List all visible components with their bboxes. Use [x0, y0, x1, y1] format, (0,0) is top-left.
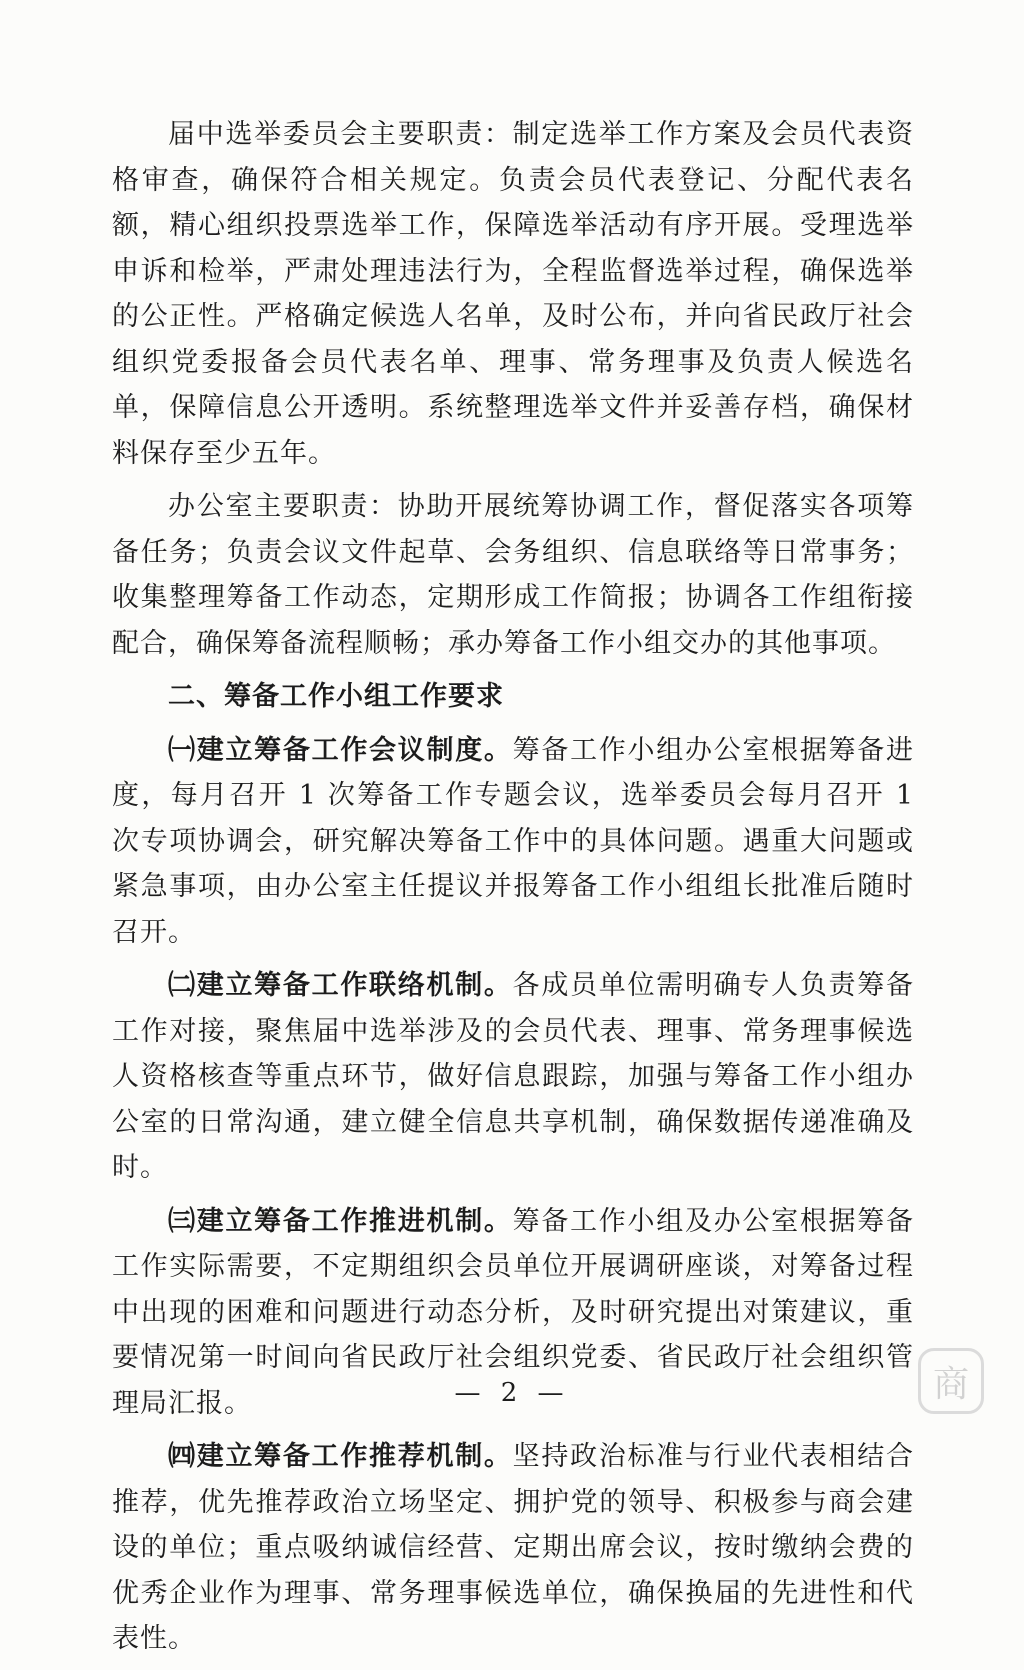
requirement-liaison-mechanism	[112, 963, 914, 1191]
requirement-lead: ㈣建立筹备工作推荐机制。	[168, 1441, 513, 1472]
requirement-text: 坚持政治标准与行业代表相结合推荐，优先推荐政治立场坚定、拥护党的领导、积极参与商会建设的单位；重点吸纳诚信经营、定期出席会议，按时缴纳会费的优秀企业作为理事、常务理事候选单位，确保换届的先进性和代表性。	[112, 1441, 915, 1654]
requirement-text: 筹备工作小组及办公室根据筹备工作实际需要，不定期组织会员单位开展调研座谈，对筹备过程中出现的困难和问题进行动态分析，及时研究提出对策建议，重要情况第一时间向省民政厅社会组织党委、省民政厅社会组织管理局汇报。	[112, 1205, 915, 1419]
paragraph-election-committee-duties	[112, 112, 914, 476]
requirement-text: 筹备工作小组办公室根据筹备进度，每月召开 1 次筹备工作专题会议，选举委员会每月召开 1 次专项协调会，研究解决筹备工作中的具体问题。遇重大问题或紧急事项，由办公室主任提议并报筹备工作小组组长批准后随时召开。	[112, 734, 915, 948]
paragraph-text: 办公室主要职责：协助开展统筹协调工作，督促落实各项筹备任务；负责会议文件起草、会务组织、信息联络等日常事务；收集整理筹备工作动态，定期形成工作简报；协调各工作组衔接配合，确保筹备流程顺畅；承办筹备工作小组交办的其他事项。	[112, 491, 914, 659]
page-number: — 2 —	[454, 1378, 570, 1408]
section-heading: 二、筹备工作小组工作要求	[168, 681, 504, 712]
watermark-logo	[918, 1348, 984, 1414]
watermark-char: 商	[932, 1363, 969, 1405]
paragraph-office-duties	[112, 484, 914, 666]
requirement-lead: ㈡建立筹备工作联络机制。	[168, 970, 513, 1001]
requirement-text: 各成员单位需明确专人负责筹备工作对接，聚焦届中选举涉及的会员代表、理事、常务理事候选人资格核查等重点环节，做好信息跟踪，加强与筹备工作小组办公室的日常沟通，建立健全信息共享机制，确保数据传递准确及时。	[112, 970, 915, 1183]
requirement-recommendation-mechanism	[112, 1434, 914, 1662]
requirement-lead: ㈢建立筹备工作推进机制。	[168, 1205, 513, 1237]
document-body	[112, 112, 914, 1670]
paragraph-text: 届中选举委员会主要职责：制定选举工作方案及会员代表资格审查，确保符合相关规定。负责会员代表登记、分配代表名额，精心组织投票选举工作，保障选举活动有序开展。受理选举申诉和检举，严肃处理违法行为，全程监督选举过程，确保选举的公正性。严格确定候选人名单，及时公布，并向省民政厅社会组织党委报备会员代表名单、理事、常务理事及负责人候选名单，保障信息公开透明。系统整理选举文件并妥善存档，确保材料保存至少五年。	[112, 119, 914, 469]
requirement-lead: ㈠建立筹备工作会议制度。	[168, 734, 513, 766]
requirement-meeting-system	[112, 728, 914, 956]
